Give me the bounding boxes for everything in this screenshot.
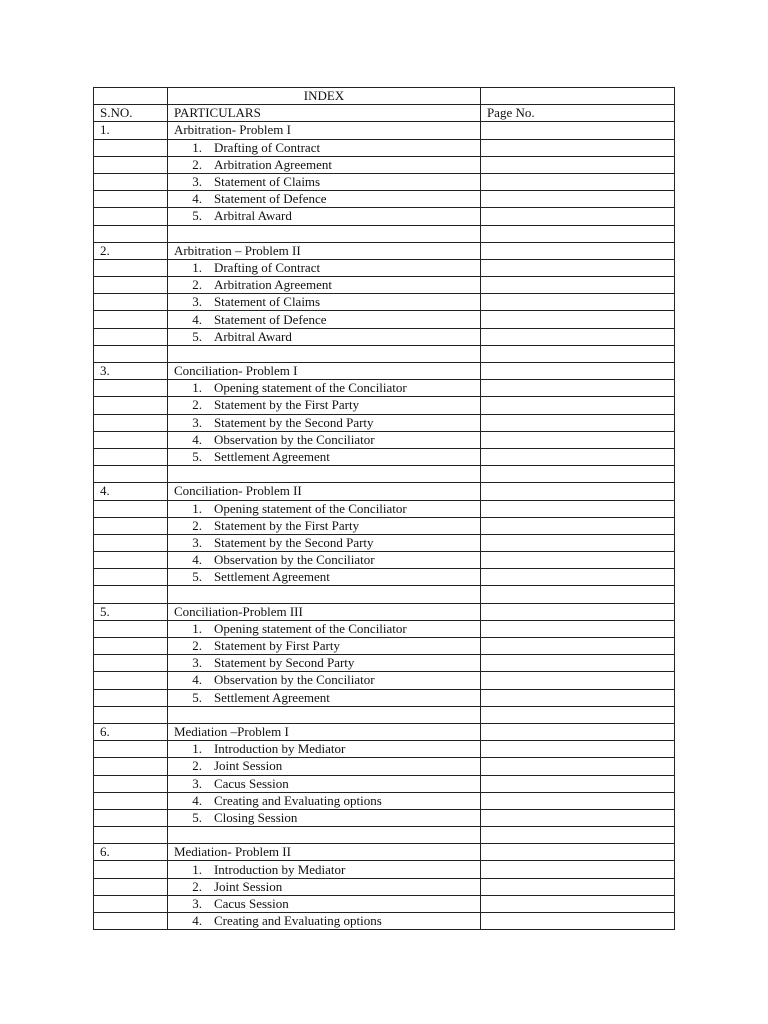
item-text: Opening statement of the Conciliator [213,500,407,516]
item-particulars-cell [167,913,480,930]
item-text: Observation by the Conciliator [213,552,375,568]
item-text: Introduction by Mediator [213,741,346,757]
blank-row [94,706,675,723]
item-page-no [480,638,674,655]
table-row [94,156,675,173]
item-text: Statement by First Party [213,638,340,654]
blank-row [94,225,675,242]
item-particulars-cell [167,775,480,792]
table-row [94,294,675,311]
item-text: Joint Session [213,758,283,774]
item-text: Arbitration Agreement [213,156,333,172]
blank-cell [167,345,480,362]
table-row [94,655,675,672]
item-sno-cell [94,534,168,551]
item-sno-cell [94,638,168,655]
item-particulars-cell [167,809,480,826]
item-text: Cacus Session [213,895,289,911]
item-sno-cell [94,380,168,397]
item-number: 4. [192,431,202,447]
section-page-no [480,603,674,620]
table-row [94,620,675,637]
index-table-body [94,88,675,930]
section-heading: Conciliation- Problem II [167,483,480,500]
item-particulars-cell [167,380,480,397]
item-text: Statement by the First Party [213,397,360,413]
index-title: INDEX [167,88,480,105]
item-sno-cell [94,191,168,208]
section-heading: Arbitration- Problem I [167,122,480,139]
table-row [94,878,675,895]
item-sno-cell [94,294,168,311]
item-number: 3. [192,294,202,310]
title-page-cell [480,88,674,105]
section-heading-row [94,242,675,259]
item-number: 5. [192,328,202,344]
item-particulars-cell [167,500,480,517]
item-page-no [480,277,674,294]
item-sno-cell [94,431,168,448]
item-text: Creating and Evaluating options [213,792,382,808]
item-page-no [480,552,674,569]
item-sno-cell [94,397,168,414]
blank-cell [94,225,168,242]
blank-cell [480,345,674,362]
item-sno-cell [94,895,168,912]
item-number: 3. [192,775,202,791]
item-particulars-cell [167,792,480,809]
item-text: Observation by the Conciliator [213,672,375,688]
section-sno: 2. [94,242,168,259]
table-row [94,311,675,328]
table-row [94,913,675,930]
table-row [94,397,675,414]
item-number: 3. [192,655,202,671]
item-particulars-cell [167,655,480,672]
item-page-no [480,448,674,465]
item-number: 5. [192,449,202,465]
item-sno-cell [94,173,168,190]
item-text: Drafting of Contract [213,139,321,155]
blank-cell [94,586,168,603]
item-text: Settlement Agreement [213,449,330,465]
item-text: Statement by the Second Party [213,534,374,550]
section-heading-row [94,122,675,139]
page-no-header: Page No. [480,105,674,122]
item-sno-cell [94,156,168,173]
section-page-no [480,723,674,740]
item-number: 2. [192,758,202,774]
table-row [94,277,675,294]
item-particulars-cell [167,397,480,414]
item-page-no [480,259,674,276]
item-number: 1. [192,259,202,275]
blank-cell [94,706,168,723]
blank-cell [480,225,674,242]
item-page-no [480,878,674,895]
item-page-no [480,569,674,586]
item-page-no [480,775,674,792]
item-text: Arbitral Award [213,208,292,224]
item-text: Settlement Agreement [213,569,330,585]
item-page-no [480,792,674,809]
item-page-no [480,191,674,208]
table-row [94,191,675,208]
item-text: Statement by the First Party [213,517,360,533]
section-heading-row [94,844,675,861]
table-row [94,431,675,448]
item-page-no [480,397,674,414]
item-particulars-cell [167,208,480,225]
section-sno: 4. [94,483,168,500]
item-particulars-cell [167,173,480,190]
item-sno-cell [94,259,168,276]
blank-row [94,827,675,844]
item-page-no [480,328,674,345]
item-number: 3. [192,534,202,550]
item-sno-cell [94,328,168,345]
item-sno-cell [94,311,168,328]
item-text: Observation by the Conciliator [213,431,375,447]
section-sno: 5. [94,603,168,620]
blank-row [94,345,675,362]
blank-cell [94,827,168,844]
sno-header: S.NO. [94,105,168,122]
item-page-no [480,809,674,826]
item-particulars-cell [167,878,480,895]
table-row [94,689,675,706]
item-number: 4. [192,552,202,568]
item-number: 4. [192,672,202,688]
item-number: 1. [192,500,202,516]
item-sno-cell [94,672,168,689]
item-text: Opening statement of the Conciliator [213,620,407,636]
item-page-no [480,534,674,551]
item-number: 5. [192,689,202,705]
item-particulars-cell [167,431,480,448]
item-number: 1. [192,139,202,155]
section-page-no [480,242,674,259]
item-page-no [480,208,674,225]
item-particulars-cell [167,448,480,465]
table-row [94,448,675,465]
item-page-no [480,311,674,328]
item-page-no [480,913,674,930]
item-text: Statement of Defence [213,311,327,327]
item-particulars-cell [167,517,480,534]
item-sno-cell [94,517,168,534]
item-page-no [480,741,674,758]
table-row [94,741,675,758]
item-sno-cell [94,448,168,465]
table-row [94,139,675,156]
item-number: 2. [192,277,202,293]
section-heading: Arbitration – Problem II [167,242,480,259]
item-sno-cell [94,655,168,672]
item-particulars-cell [167,328,480,345]
table-row [94,809,675,826]
item-sno-cell [94,913,168,930]
item-number: 5. [192,569,202,585]
item-number: 2. [192,517,202,533]
item-text: Introduction by Mediator [213,861,346,877]
item-particulars-cell [167,139,480,156]
item-particulars-cell [167,638,480,655]
blank-cell [167,466,480,483]
table-row [94,672,675,689]
item-number: 1. [192,380,202,396]
item-page-no [480,655,674,672]
blank-cell [167,225,480,242]
item-particulars-cell [167,191,480,208]
item-particulars-cell [167,311,480,328]
item-number: 2. [192,156,202,172]
item-number: 4. [192,792,202,808]
item-sno-cell [94,277,168,294]
section-heading: Conciliation-Problem III [167,603,480,620]
item-particulars-cell [167,277,480,294]
table-row [94,895,675,912]
item-sno-cell [94,689,168,706]
blank-cell [480,466,674,483]
item-page-no [480,500,674,517]
table-row [94,380,675,397]
table-row [94,517,675,534]
section-sno: 6. [94,723,168,740]
section-sno: 6. [94,844,168,861]
item-sno-cell [94,620,168,637]
title-row [94,88,675,105]
title-sno-cell [94,88,168,105]
item-sno-cell [94,552,168,569]
item-sno-cell [94,758,168,775]
section-heading: Mediation- Problem II [167,844,480,861]
item-number: 4. [192,191,202,207]
item-sno-cell [94,878,168,895]
item-number: 3. [192,895,202,911]
item-text: Drafting of Contract [213,259,321,275]
item-number: 2. [192,397,202,413]
section-heading-row [94,603,675,620]
item-page-no [480,861,674,878]
item-number: 2. [192,638,202,654]
item-particulars-cell [167,534,480,551]
item-text: Statement by Second Party [213,655,355,671]
table-row [94,328,675,345]
table-row [94,173,675,190]
table-row [94,758,675,775]
section-page-no [480,483,674,500]
blank-cell [480,706,674,723]
item-sno-cell [94,809,168,826]
index-table [93,87,675,930]
item-particulars-cell [167,259,480,276]
item-page-no [480,431,674,448]
item-page-no [480,414,674,431]
item-text: Statement of Claims [213,174,321,190]
section-heading: Mediation –Problem I [167,723,480,740]
section-heading-row [94,723,675,740]
item-page-no [480,517,674,534]
header-row [94,105,675,122]
section-page-no [480,844,674,861]
item-sno-cell [94,139,168,156]
item-page-no [480,672,674,689]
table-row [94,414,675,431]
table-row [94,569,675,586]
blank-cell [167,706,480,723]
table-row [94,534,675,551]
item-page-no [480,758,674,775]
blank-cell [480,827,674,844]
item-number: 2. [192,878,202,894]
item-text: Cacus Session [213,775,289,791]
item-text: Creating and Evaluating options [213,913,382,929]
section-sno: 3. [94,363,168,380]
item-text: Arbitration Agreement [213,277,333,293]
item-text: Statement by the Second Party [213,414,374,430]
item-number: 1. [192,620,202,636]
item-sno-cell [94,569,168,586]
item-page-no [480,380,674,397]
blank-cell [94,466,168,483]
item-particulars-cell [167,294,480,311]
section-page-no [480,122,674,139]
item-text: Statement of Claims [213,294,321,310]
item-sno-cell [94,792,168,809]
item-number: 5. [192,809,202,825]
item-text: Closing Session [213,809,298,825]
item-particulars-cell [167,861,480,878]
item-particulars-cell [167,672,480,689]
section-heading: Conciliation- Problem I [167,363,480,380]
table-row [94,792,675,809]
item-number: 1. [192,861,202,877]
blank-row [94,586,675,603]
item-text: Statement of Defence [213,191,327,207]
item-number: 1. [192,741,202,757]
item-sno-cell [94,741,168,758]
item-number: 3. [192,414,202,430]
blank-row [94,466,675,483]
item-sno-cell [94,775,168,792]
item-particulars-cell [167,414,480,431]
item-sno-cell [94,861,168,878]
item-page-no [480,173,674,190]
item-number: 4. [192,311,202,327]
table-row [94,500,675,517]
blank-cell [167,586,480,603]
item-particulars-cell [167,689,480,706]
item-page-no [480,689,674,706]
item-sno-cell [94,500,168,517]
table-row [94,552,675,569]
item-particulars-cell [167,552,480,569]
item-particulars-cell [167,156,480,173]
item-page-no [480,156,674,173]
table-row [94,861,675,878]
item-page-no [480,294,674,311]
item-text: Arbitral Award [213,328,292,344]
item-particulars-cell [167,620,480,637]
section-heading-row [94,363,675,380]
blank-cell [94,345,168,362]
item-sno-cell [94,414,168,431]
item-particulars-cell [167,741,480,758]
table-row [94,638,675,655]
item-number: 5. [192,208,202,224]
section-heading-row [94,483,675,500]
item-page-no [480,139,674,156]
item-text: Settlement Agreement [213,689,330,705]
table-row [94,775,675,792]
item-page-no [480,620,674,637]
item-particulars-cell [167,569,480,586]
item-number: 3. [192,174,202,190]
table-row [94,208,675,225]
item-text: Opening statement of the Conciliator [213,380,407,396]
blank-cell [480,586,674,603]
particulars-header: PARTICULARS [167,105,480,122]
section-sno: 1. [94,122,168,139]
item-page-no [480,895,674,912]
blank-cell [167,827,480,844]
item-sno-cell [94,208,168,225]
table-row [94,259,675,276]
item-particulars-cell [167,895,480,912]
item-text: Joint Session [213,878,283,894]
item-particulars-cell [167,758,480,775]
section-page-no [480,363,674,380]
item-number: 4. [192,913,202,929]
